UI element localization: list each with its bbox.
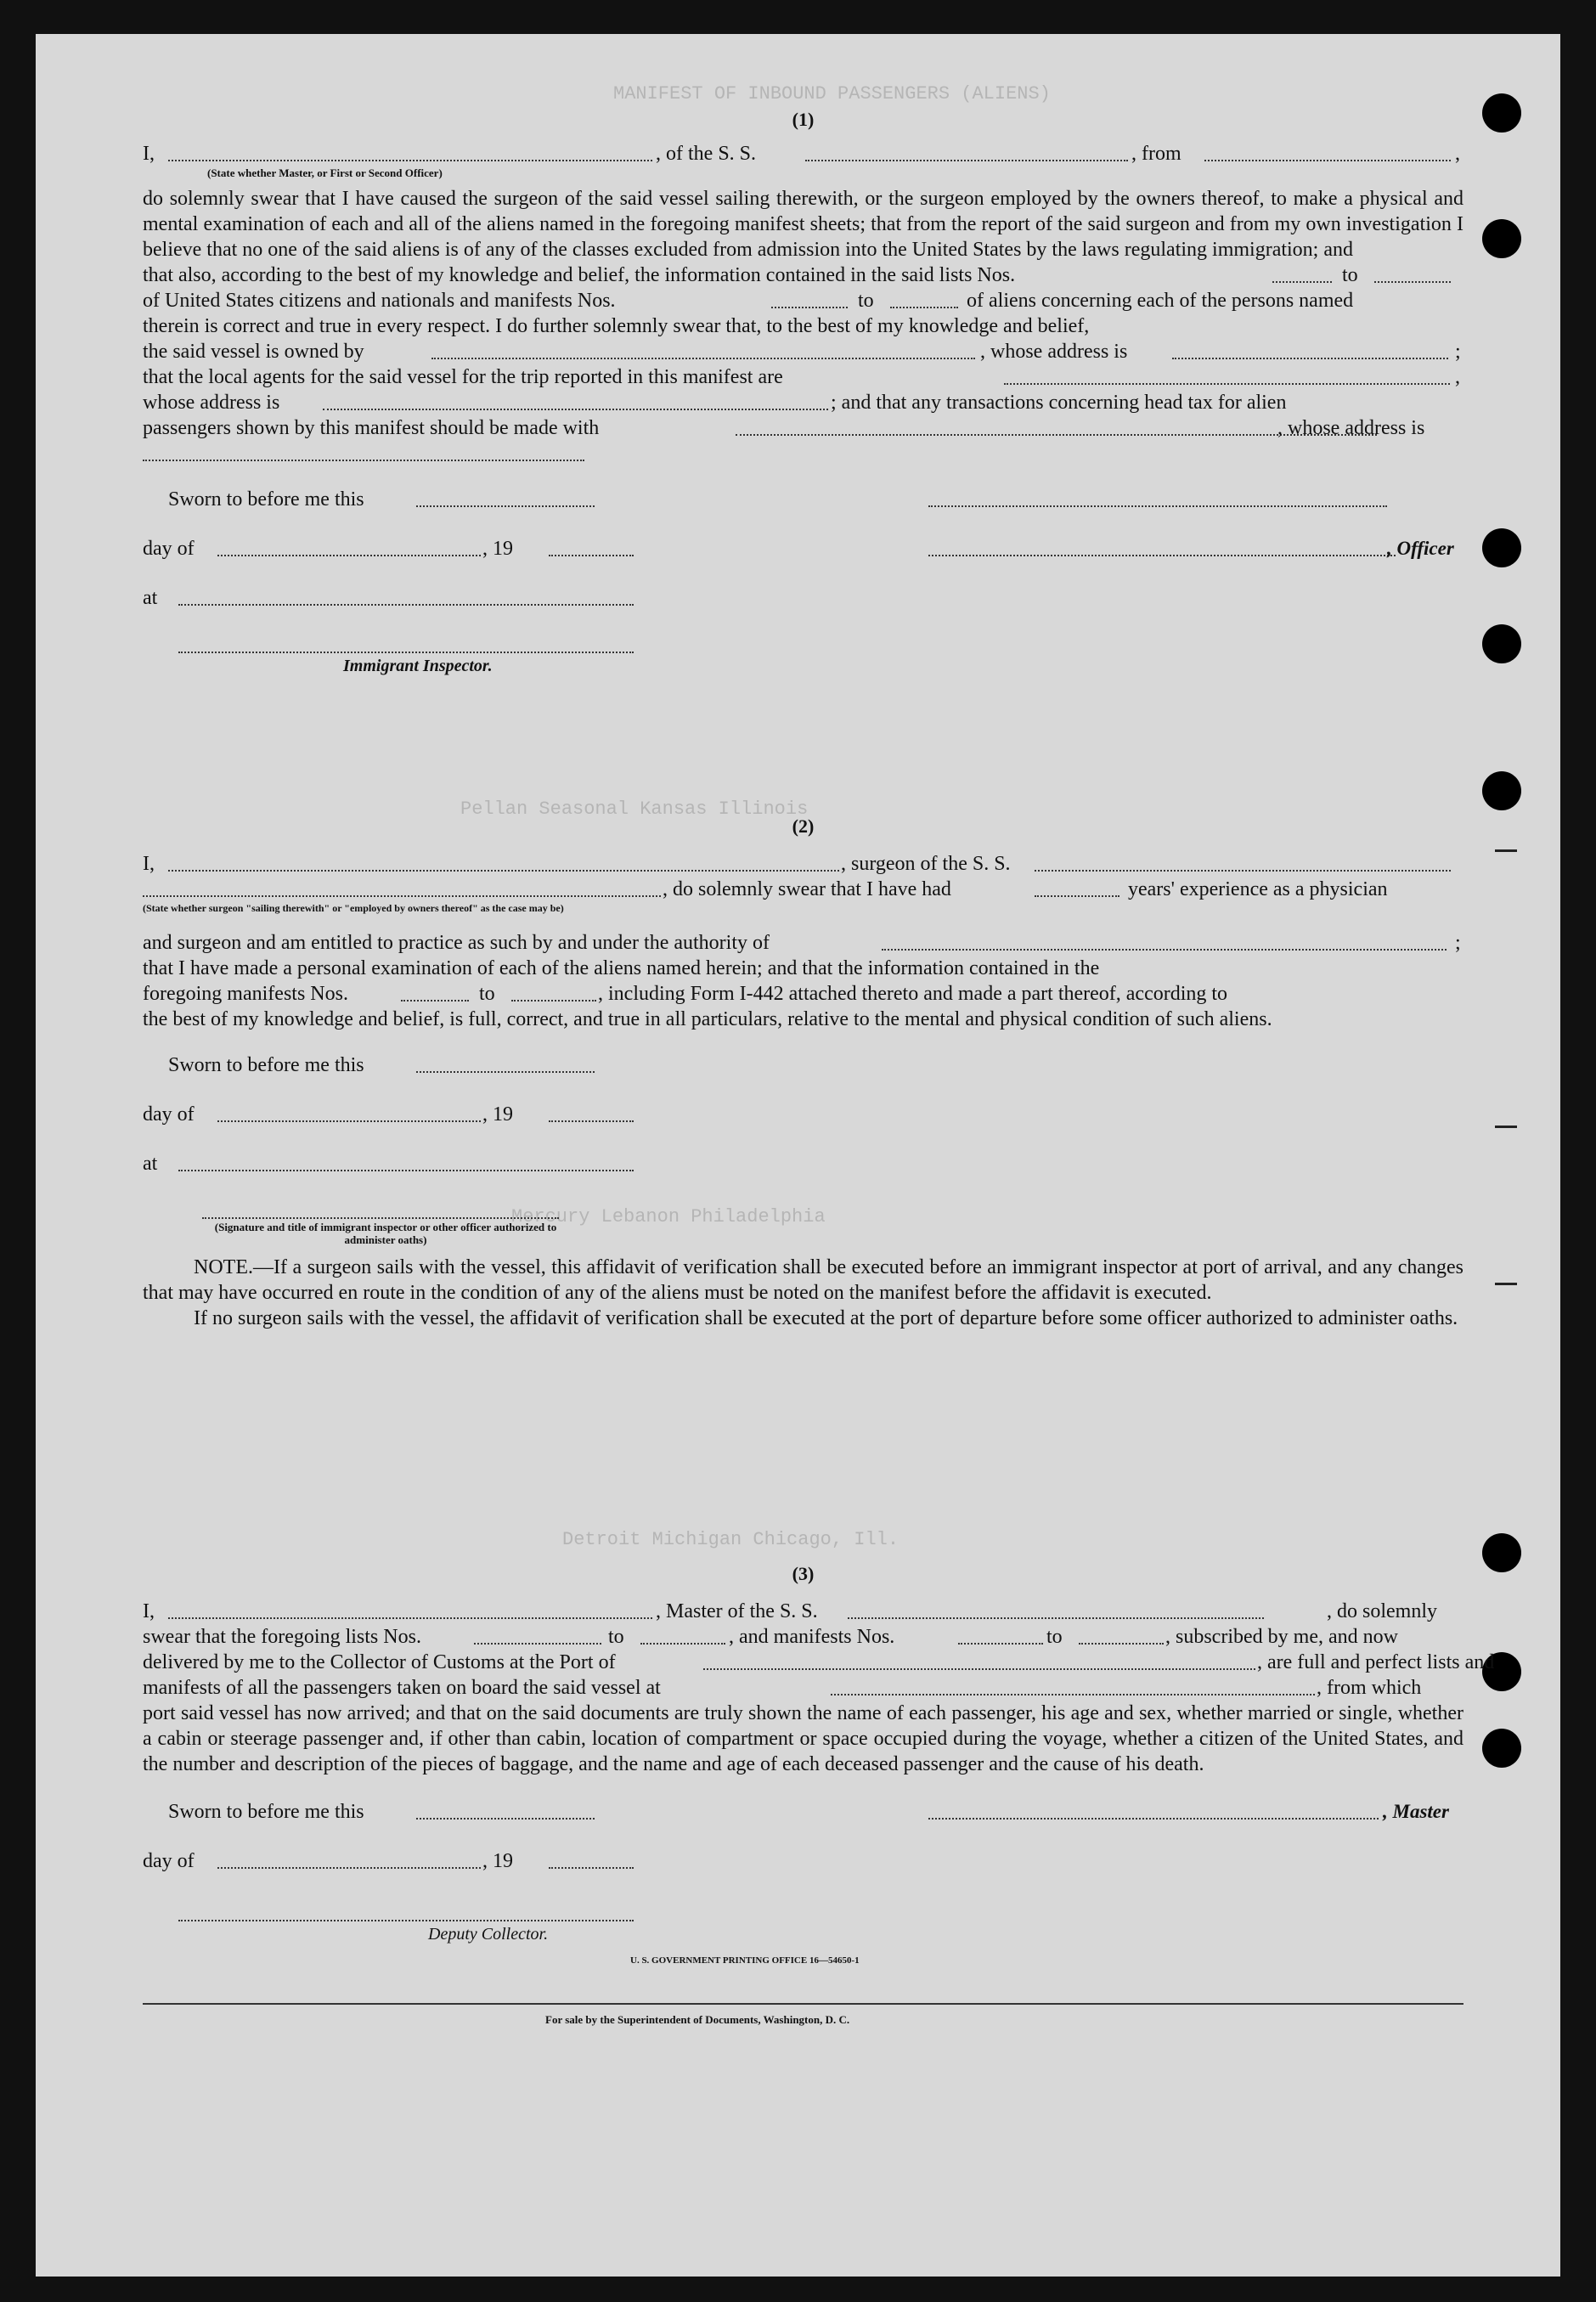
passengers-address-field[interactable]	[143, 444, 584, 461]
section-1-heading: (1)	[792, 109, 815, 130]
whose-address-label: whose address is	[143, 392, 280, 414]
label-to: to	[1342, 264, 1358, 286]
sworn-label: Sworn to before me this	[168, 488, 364, 511]
manifests-line	[143, 288, 1463, 313]
for-sale-note: For sale by the Superintendent of Documents, Washington, D. C.	[545, 2013, 850, 2026]
subscribed-text: , subscribed by me, and now	[1165, 1626, 1398, 1648]
manifests-taken-text: manifests of all the passengers taken on board the said vessel at	[143, 1677, 661, 1699]
delivered-text: delivered by me to the Collector of Customs at the Port of	[143, 1651, 616, 1673]
from-which-text: , from which	[1317, 1677, 1422, 1699]
label-comma: ,	[1455, 366, 1460, 388]
passengers-label: passengers shown by this manifest should be made with	[143, 417, 600, 439]
day-of-field[interactable]	[217, 539, 481, 556]
manifests-taken-line	[143, 1675, 1463, 1701]
section-2-heading: (2)	[792, 815, 815, 837]
sworn-day-field[interactable]	[416, 490, 595, 507]
edge-mark	[1495, 1283, 1517, 1285]
deputy-collector-label: Deputy Collector.	[428, 1925, 549, 1944]
master-line	[143, 1599, 1463, 1624]
label-semicolon: ;	[1455, 932, 1461, 954]
note-label: NOTE.	[194, 1256, 253, 1278]
authority-line	[143, 930, 1463, 956]
officer-line	[143, 141, 1463, 166]
master-manifests-to-field[interactable]	[1079, 1628, 1164, 1645]
day-of-line	[143, 1848, 1463, 1874]
punch-hole	[1482, 1533, 1521, 1572]
foregoing-text: foregoing manifests Nos.	[143, 983, 348, 1005]
note-2-paragraph: If no surgeon sails with the vessel, the affidavit of verification shall be executed at the port of departure before some officer authorized to administer oaths.	[194, 1307, 1458, 1329]
year-field[interactable]	[549, 539, 634, 556]
full-perfect-text: , are full and perfect lists and	[1257, 1651, 1495, 1673]
at-label: at	[143, 1153, 158, 1175]
sworn-label: Sworn to before me this	[168, 1801, 364, 1823]
inspector-signature-field[interactable]	[202, 1202, 559, 1219]
note-paragraph	[143, 1255, 1463, 1306]
section-3-body: port said vessel has now arrived; and that on the said documents are truly shown the name of each passenger, his age and sex, whether married or single, whether a cabin or steerage passenger and, if other than cabin, location of compartment or space occupied during the voyage, whether a citizen of the United States, and the number and description of the pieces of baggage, and the name and age of each deceased passenger and the cause of his death.	[143, 1702, 1463, 1775]
year-label: , 19	[482, 538, 513, 560]
surgeon-state-note: (State whether surgeon "sailing therewith" or "employed by owners thereof" as the case may be)	[143, 902, 564, 914]
officer-label: , Officer	[1387, 538, 1454, 559]
at-place-field[interactable]	[178, 589, 634, 606]
at-place-field[interactable]	[178, 1154, 634, 1171]
section-1-body: do solemnly swear that I have caused the surgeon of the said vessel sailing therewith, or the surgeon employed by the owners thereof, to make a physical and mental examination of each and all of the aliens named in the foregoing manifest sheets; that from the report of the said surgeon and from my own investigation I believe that no one of the said aliens is of any of the classes excluded from admission into the United States by the laws regulating immigration; and	[143, 188, 1463, 261]
sworn-line	[143, 487, 1463, 512]
manifests-to-field[interactable]	[890, 291, 958, 308]
master-signature-field[interactable]	[928, 1803, 1379, 1820]
label-i: I,	[143, 1600, 155, 1622]
owned-by-line	[143, 339, 1463, 364]
day-of-line	[143, 1102, 1463, 1127]
surgeon-type-field[interactable]	[143, 880, 661, 897]
from-port-field[interactable]	[1204, 144, 1451, 161]
head-tax-text: ; and that any transactions concerning head tax for alien	[831, 392, 1287, 414]
lists-line	[143, 262, 1463, 288]
surgeon-of-ss-label: , surgeon of the S. S.	[841, 853, 1011, 875]
at-line	[143, 585, 1463, 611]
lists-line	[143, 1624, 1463, 1650]
footer-rule	[143, 2003, 1463, 2005]
punch-hole	[1482, 624, 1521, 663]
lists-text: that also, according to the best of my knowledge and belief, the information contained in the said lists Nos.	[143, 264, 1016, 286]
owner-field[interactable]	[431, 342, 975, 359]
examination-line	[143, 956, 1463, 981]
edge-mark	[1495, 849, 1517, 852]
year-label: , 19	[482, 1103, 513, 1126]
edge-mark	[1495, 1126, 1517, 1128]
master-vessel-field[interactable]	[848, 1602, 1264, 1619]
delivered-line	[143, 1650, 1495, 1675]
label-to: to	[858, 290, 874, 312]
inspector-signature-field[interactable]	[178, 636, 634, 653]
local-agents-label: that the local agents for the said vessel for the trip reported in this manifest are	[143, 366, 783, 388]
local-agents-line	[143, 364, 1463, 390]
sworn-day-field[interactable]	[416, 1056, 595, 1073]
deputy-signature-field[interactable]	[178, 1904, 634, 1921]
do-solemnly-text: , do solemnly	[1327, 1600, 1437, 1622]
note-text: —If a surgeon sails with the vessel, this affidavit of verification shall be executed before an immigrant inspector at port of arrival, and any changes that may have occurred en route in the condition of any of the aliens must be noted on the manifest before the affidavit is executed.	[143, 1256, 1463, 1304]
manifests-label: , and manifests Nos.	[729, 1626, 895, 1648]
day-of-label: day of	[143, 538, 195, 560]
authority-text: and surgeon and am entitled to practice as such by and under the authority of	[143, 932, 770, 954]
sworn-label: Sworn to before me this	[168, 1054, 364, 1076]
officer-signature-line-2[interactable]	[928, 539, 1396, 556]
day-of-field[interactable]	[217, 1105, 481, 1122]
master-lists-from-field[interactable]	[474, 1628, 601, 1645]
year-field[interactable]	[549, 1105, 634, 1122]
bleed-through-text: Detroit Michigan Chicago, Ill.	[562, 1529, 900, 1550]
label-to: to	[1046, 1626, 1063, 1648]
printing-office-label: U. S. GOVERNMENT PRINTING OFFICE 16—54650-1	[630, 1955, 860, 1966]
label-semicolon: ;	[1455, 341, 1461, 363]
vessel-name-field[interactable]	[805, 144, 1128, 161]
label-from: , from	[1131, 143, 1181, 165]
examination-text: that I have made a personal examination of each of the aliens named herein; and that the information contained in the	[143, 957, 1100, 979]
section-3-heading: (3)	[792, 1563, 815, 1584]
day-of-label: day of	[143, 1103, 195, 1126]
whose-address-label: , whose address is	[980, 341, 1128, 363]
owned-by-label: the said vessel is owned by	[143, 341, 364, 363]
label-i: I,	[143, 853, 155, 875]
foregoing-manifests-line	[143, 981, 1463, 1007]
best-knowledge-text: the best of my knowledge and belief, is full, correct, and true in all particulars, relative to the mental and physical condition of such aliens.	[143, 1008, 1272, 1030]
aliens-text: of aliens concerning each of the persons named	[967, 290, 1354, 312]
master-of-ss-label: , Master of the S. S.	[656, 1600, 818, 1622]
punch-hole	[1482, 219, 1521, 258]
section-2	[143, 815, 1463, 1331]
local-agents-field[interactable]	[1004, 368, 1450, 385]
punch-hole	[1482, 771, 1521, 810]
years-text: years' experience as a physician	[1128, 878, 1388, 900]
years-field[interactable]	[1035, 880, 1119, 897]
departure-port-field[interactable]	[831, 1679, 1315, 1695]
master-label: , Master	[1383, 1801, 1449, 1822]
label-i: I,	[143, 143, 155, 165]
day-of-line	[143, 536, 1463, 561]
manifests-text: of United States citizens and nationals and manifests Nos.	[143, 290, 616, 312]
day-of-label: day of	[143, 1850, 195, 1872]
passengers-line	[143, 415, 1463, 441]
officer-signature-line-1[interactable]	[928, 490, 1387, 507]
punch-hole	[1482, 1729, 1521, 1768]
label-comma: ,	[1455, 143, 1460, 165]
owner-address-field[interactable]	[1172, 342, 1448, 359]
state-whether-note: (State whether Master, or First or Second Officer)	[207, 166, 443, 179]
section-1	[143, 109, 1463, 676]
whose-address-label: , whose address is	[1277, 417, 1425, 439]
at-line	[143, 1151, 1463, 1176]
master-lists-to-field[interactable]	[640, 1628, 725, 1645]
lists-text: swear that the foregoing lists Nos.	[143, 1626, 421, 1648]
surgeon-line-1	[143, 851, 1463, 877]
surgeon-manifests-to-field[interactable]	[511, 985, 596, 1001]
bleed-through-text: Mercury Lebanon Philadelphia	[511, 1206, 826, 1227]
punch-hole	[1482, 528, 1521, 567]
surgeon-line-2	[143, 877, 1463, 902]
bleed-through-text: MANIFEST OF INBOUND PASSENGERS (ALIENS)	[613, 83, 1051, 104]
year-field[interactable]	[549, 1852, 634, 1869]
correct-line	[143, 313, 1463, 339]
surgeon-vessel-field[interactable]	[1035, 855, 1451, 872]
year-label: , 19	[482, 1850, 513, 1872]
lists-to-field[interactable]	[1374, 266, 1451, 283]
at-label: at	[143, 587, 158, 609]
sworn-line	[143, 1799, 1463, 1825]
agent-address-line	[143, 390, 1463, 415]
label-of-ss: , of the S. S.	[656, 143, 757, 165]
surgeon-manifests-from-field[interactable]	[401, 985, 469, 1001]
officer-name-field[interactable]	[168, 144, 652, 161]
immigrant-inspector-label: Immigrant Inspector.	[343, 657, 493, 675]
lists-from-field[interactable]	[1272, 266, 1332, 283]
sworn-day-field[interactable]	[416, 1803, 595, 1820]
label-to: to	[608, 1626, 624, 1648]
master-name-field[interactable]	[168, 1602, 652, 1619]
label-to: to	[479, 983, 495, 1005]
authority-field[interactable]	[882, 934, 1447, 951]
punch-hole	[1482, 93, 1521, 133]
bleed-through-text: Pellan Seasonal Kansas Illinois	[460, 798, 809, 820]
correct-text: therein is correct and true in every respect. I do further solemnly swear that, to the best of my knowledge and belief,	[143, 315, 1090, 337]
swear-text: , do solemnly swear that I have had	[663, 878, 951, 900]
manifests-from-field[interactable]	[771, 291, 848, 308]
sworn-line	[143, 1052, 1463, 1078]
master-manifests-from-field[interactable]	[958, 1628, 1043, 1645]
port-field[interactable]	[703, 1653, 1255, 1670]
section-3	[143, 1563, 1495, 1944]
agent-address-field[interactable]	[323, 393, 828, 410]
form-page	[36, 34, 1560, 2277]
form-i442-text: , including Form I-442 attached thereto and made a part thereof, according to	[598, 983, 1228, 1005]
surgeon-name-field[interactable]	[168, 855, 839, 872]
signature-note: (Signature and title of immigrant inspector or other officer authorized to administer oaths)	[214, 1221, 557, 1246]
day-of-field[interactable]	[217, 1852, 481, 1869]
